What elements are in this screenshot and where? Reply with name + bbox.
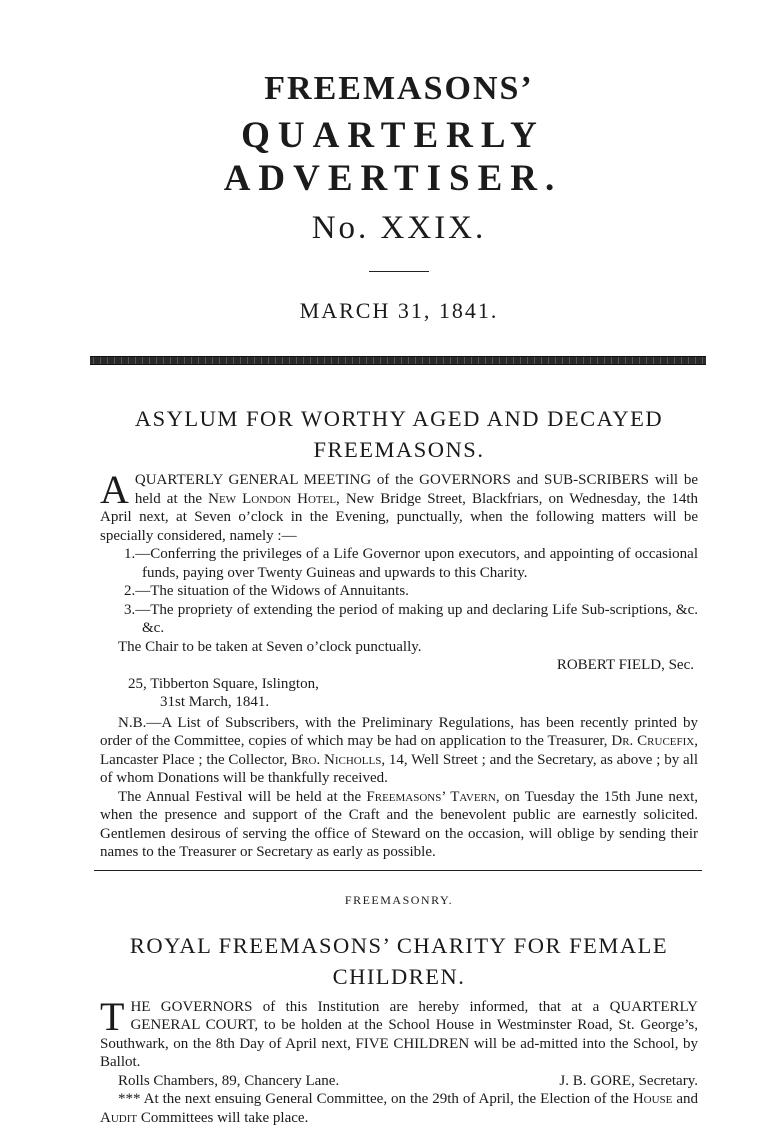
nb-collector: Bro. Nicholls [291,752,381,768]
drop-cap: A [100,474,129,506]
section-label: FREEMASONRY. [100,893,698,908]
note-audit: Audit [100,1110,137,1126]
nb-treasurer: Dr. Crucefix [611,733,694,749]
festival-venue: Freemasons’ Tavern [366,789,495,805]
festival-paragraph [100,788,698,862]
agenda-item-1: 1.—Conferring the privileges of a Life Governor upon executors, and appointing of occasional funds, paying over Twenty Guineas and upwards to this Charity. [100,545,698,582]
issue-date: MARCH 31, 1841. [100,298,698,324]
asylum-heading: ASYLUM FOR WORTHY AGED AND DECAYED FREEMASONS. [100,403,698,465]
masthead-title-line1: FREEMASONS’ [100,70,698,108]
issue-number: No. XXIX. [100,210,698,247]
festival-text-2: , on Tuesday the 15th June next, when the presence and support of the Craft and the benevolent public are earnestly solicited. Gentlemen desirous of serving the office of Steward on the occasion, will oblige by sending their names to the Treasurer or Secretary as early as possible. [100,789,698,861]
address-line-1: 25, Tibberton Square, Islington, [100,675,698,694]
festival-text: The Annual Festival will be held at the [118,789,366,805]
nb-text-2: , Lancaster Place ; the Collector, [100,733,698,768]
charity-note-and: and [672,1091,698,1107]
asylum-venue: New London Hotel [208,491,336,507]
ornamental-divider [90,356,706,365]
masthead-title-line2: QUARTERLY ADVERTISER. [88,114,698,200]
charity-intro [100,998,698,1072]
asylum-intro-text-end: , New Bridge Street, Blackfriars, on Wednesday, the 14th April next, at Seven o’clock in the Evening, punctually, when the following matters will be specially considered, namely :— [100,491,698,544]
charity-note-end: Committees will take place. [137,1110,308,1126]
asylum-intro-text: QUARTERLY GENERAL MEETING of the GOVERNORS and SUB-SCRIBERS will be held at the [135,472,698,507]
charity-signature-row [100,1072,698,1091]
agenda-item-2: 2.—The situation of the Widows of Annuitants. [100,582,698,601]
charity-note-text: *** At the next ensuing General Committee, on the 29th of April, the Election of the [118,1091,633,1107]
charity-intro-text: HE GOVERNORS of this Institution are hereby informed, that at a QUARTERLY GENERAL COURT, to be holden at the School House in Westminster Road, St. George’s, Southwark, on the 8th Day of April next, FIVE CHILDREN will be ad-mitted into the School, by Ballot. [100,999,698,1071]
charity-notice [100,893,698,1127]
nb-paragraph [100,714,698,788]
address-date: 31st March, 1841. [100,693,698,712]
asylum-notice [100,403,698,862]
agenda-item-3: 3.—The propriety of extending the period of making up and declaring Life Sub-scriptions, &c. &c. [100,601,698,638]
nb-text: N.B.—A List of Subscribers, with the Preliminary Regulations, has been recently printed by order of the Committee, copies of which may be had on application to the Treasurer, [100,715,698,750]
signatory: ROBERT FIELD, Sec. [557,656,698,675]
chair-note: The Chair to be taken at Seven o’clock punctually. [100,638,698,657]
short-divider [369,271,429,272]
section-divider [94,870,702,871]
note-house: House [633,1091,673,1107]
asylum-intro [100,471,698,545]
charity-secretary: J. B. GORE, Secretary. [559,1072,698,1091]
charity-address: Rolls Chambers, 89, Chancery Lane. [118,1072,339,1091]
nb-text-3: , 14, Well Street ; and the Secretary, as above ; by all of whom Donations will be thankfully received. [100,752,698,787]
charity-heading: ROYAL FREEMASONS’ CHARITY FOR FEMALE CHILDREN. [100,930,698,992]
signature-row [100,656,698,675]
drop-cap: T [100,1001,124,1033]
